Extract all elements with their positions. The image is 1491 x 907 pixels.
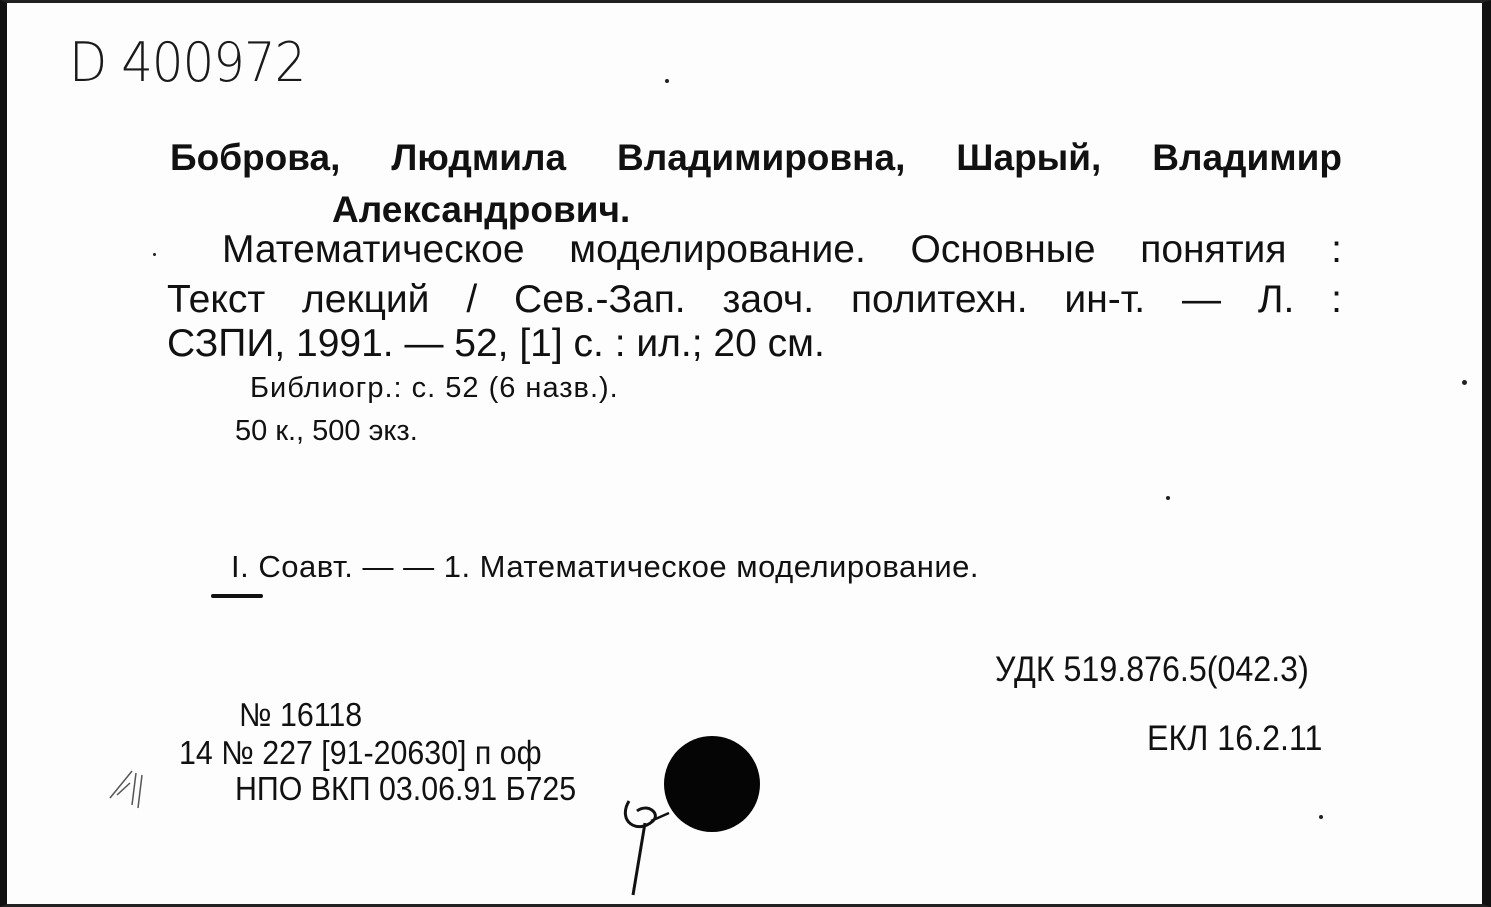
- pencil-scribble-icon: [102, 753, 152, 813]
- dust-speck: [1319, 815, 1323, 819]
- udk-code: УДК 519.876.5(042.3): [995, 650, 1309, 689]
- dust-speck: [153, 253, 156, 256]
- card-number: № 16118: [239, 696, 363, 733]
- price-print-run: 50 к., 500 экз.: [235, 415, 418, 447]
- bibliography-note: Библиогр.: с. 52 (6 назв.).: [250, 372, 619, 404]
- dust-speck: [1166, 496, 1170, 500]
- handwritten-mark-icon: [607, 773, 687, 903]
- authors-heading: Боброва, Людмила Владимировна, Шарый, Владимир: [170, 137, 1342, 178]
- title-line-2: Текст лекций / Сев.-Зап. заоч. политехн. ин-т. — Л. :: [167, 278, 1342, 321]
- publisher-line: НПО ВКП 03.06.91 Б725: [235, 770, 577, 807]
- order-line: 14 № 227 [91-20630] п оф: [179, 734, 542, 771]
- dust-speck: [665, 79, 669, 83]
- ekl-code: ЕКЛ 16.2.11: [1147, 719, 1323, 758]
- handwritten-underline: [211, 594, 263, 598]
- dust-speck: [1462, 380, 1467, 385]
- title-line-1: Математическое моделирование. Основные понятия :: [222, 228, 1342, 271]
- accession-number: D 400972: [69, 31, 306, 94]
- tracing-line: I. Соавт. — — 1. Математическое моделирование.: [231, 549, 979, 584]
- title-line-3: СЗПИ, 1991. — 52, [1] с. : ил.; 20 см.: [167, 322, 825, 365]
- authors-heading-continued: Александрович.: [332, 189, 631, 230]
